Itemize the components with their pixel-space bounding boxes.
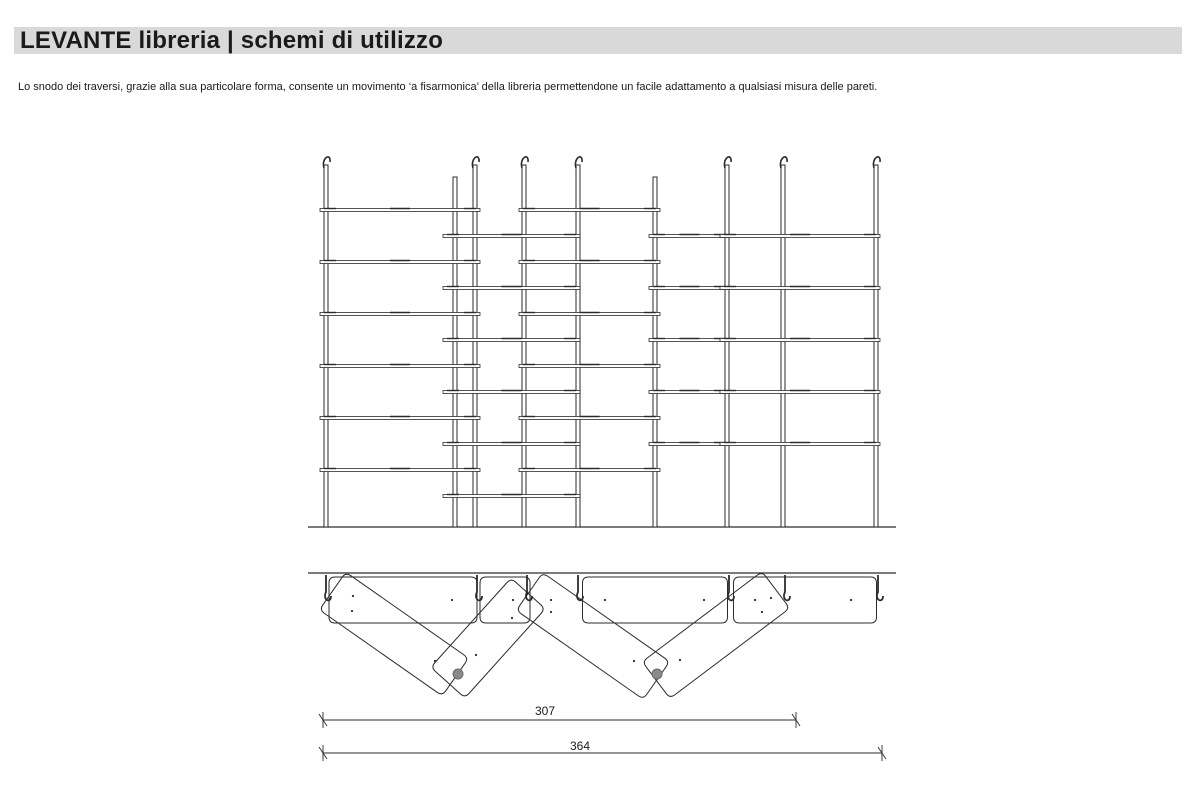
hinge-joint-1: [453, 669, 463, 679]
description-text: Lo snodo dei traversi, grazie alla sua particolare forma, consente un movimento ‘a fisarmonica’ della libreria permettendone un facile adattamento a qualsiasi misura delle pareti.: [18, 81, 878, 93]
panel-hole: [550, 611, 552, 613]
panel-hole: [604, 599, 606, 601]
panel-hole: [770, 597, 772, 599]
panel-hole: [511, 617, 513, 619]
tall-post: [725, 165, 729, 527]
wall-hook: [877, 575, 883, 600]
panel-hole: [703, 599, 705, 601]
elevation-view: [308, 157, 896, 527]
plan-panels: [321, 574, 876, 698]
plan-panel-straight: [329, 577, 477, 623]
short-post: [453, 177, 457, 527]
panel-hole: [761, 611, 763, 613]
dimension-inner: [319, 704, 800, 728]
plan-view: [308, 573, 896, 697]
plan-panel-angled: [644, 574, 787, 697]
dimension-outer: [319, 739, 886, 761]
panel-hole: [550, 599, 552, 601]
panel-hole: [679, 659, 681, 661]
wall-hook: [784, 575, 790, 600]
panel-hole: [352, 595, 354, 597]
shelves: [320, 209, 880, 498]
plan-hooks: [325, 575, 883, 600]
tall-post: [324, 165, 328, 527]
panel-hole: [512, 599, 514, 601]
panel-hole: [633, 660, 635, 662]
dimension-label-outer: 364: [569, 739, 591, 753]
short-post: [653, 177, 657, 527]
panel-hole: [351, 610, 353, 612]
dimension-label-inner: 307: [534, 704, 556, 718]
panel-hole: [451, 599, 453, 601]
hinge-joint-2: [652, 669, 662, 679]
plan-panel-angled: [518, 575, 667, 698]
tall-post: [473, 165, 477, 527]
plan-dots: [351, 592, 852, 662]
page-title: LEVANTE libreria | schemi di utilizzo: [20, 27, 444, 54]
tall-post: [576, 165, 580, 527]
tall-post: [781, 165, 785, 527]
panel-hole: [754, 599, 756, 601]
panel-hole: [434, 660, 436, 662]
tall-post: [874, 165, 878, 527]
plan-panel-angled: [321, 574, 466, 694]
plan-panel-straight: [480, 577, 530, 623]
panel-hole: [850, 599, 852, 601]
panel-hole: [475, 654, 477, 656]
panel-hole: [526, 592, 528, 594]
tall-post: [522, 165, 526, 527]
